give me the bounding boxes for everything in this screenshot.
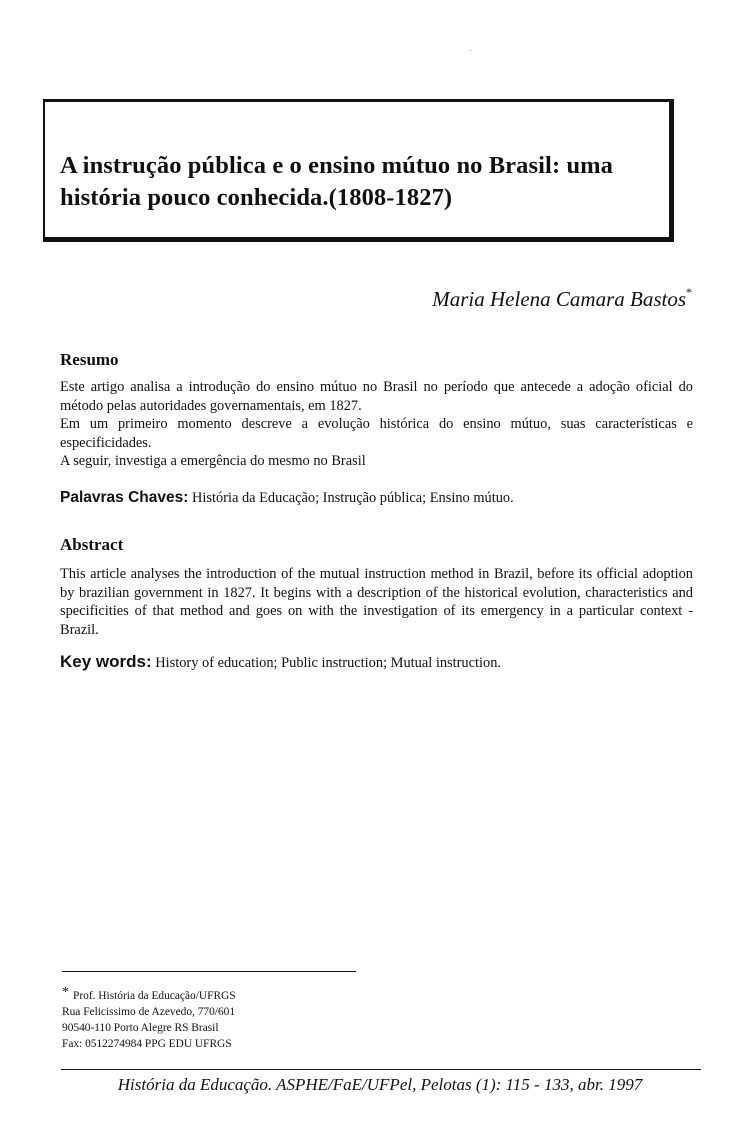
footnote-line bbox=[62, 985, 236, 1004]
abstract-heading: Abstract bbox=[60, 535, 124, 554]
author-footnote-mark: * bbox=[686, 285, 692, 299]
footnote-affiliation: Prof. História da Educação/UFRGS bbox=[73, 990, 236, 1002]
footnote-mark: * bbox=[62, 985, 69, 1000]
resumo-heading: Resumo bbox=[60, 350, 119, 369]
resumo-body bbox=[60, 378, 693, 471]
key-words-text: History of education; Public instruction; Mutual instruction. bbox=[155, 655, 501, 671]
palavras-chaves-text: História da Educação; Instrução pública; Ensino mútuo. bbox=[192, 490, 514, 506]
footnote-line: Fax: 0512274984 PPG EDU UFRGS bbox=[62, 1038, 232, 1050]
resumo-paragraph: Este artigo analisa a introdução do ensino mútuo no Brasil no período que antecede a adoção oficial do método pelas autoridades governamentais, em 1827. bbox=[60, 379, 693, 414]
footnote-divider bbox=[62, 971, 356, 972]
footnote-line: 90540-110 Porto Alegre RS Brasil bbox=[62, 1022, 219, 1034]
resumo-paragraph: A seguir, investiga a emergência do mesmo no Brasil bbox=[60, 453, 366, 469]
palavras-chaves-line bbox=[60, 488, 710, 508]
footer-divider bbox=[61, 1069, 701, 1070]
abstract-paragraph: This article analyses the introduction of the mutual instruction method in Brazil, before its official adoption by brazilian government in 1827. It begins with a description of the historical evolution, characteristics and specificities of that method and goes on with the investigation of its emergency in a particular context - Brazil. bbox=[60, 566, 693, 638]
key-words-label: Key words: bbox=[60, 652, 152, 671]
author-footnote bbox=[62, 985, 236, 1052]
author-line bbox=[432, 281, 692, 312]
abstract-body bbox=[60, 565, 693, 639]
article-title: A instrução pública e o ensino mútuo no Brasil: uma história pouco conhecida.(1808-1827) bbox=[60, 152, 614, 211]
scan-speck bbox=[470, 50, 471, 51]
author-name: Maria Helena Camara Bastos bbox=[432, 287, 686, 311]
key-words-line bbox=[60, 652, 710, 673]
journal-citation: História da Educação. ASPHE/FaE/UFPel, Pelotas (1): 115 - 133, abr. 1997 bbox=[117, 1075, 643, 1094]
palavras-chaves-label: Palavras Chaves: bbox=[60, 489, 189, 506]
resumo-paragraph: Em um primeiro momento descreve a evolução histórica do ensino mútuo, suas características e especificidades. bbox=[60, 416, 693, 451]
footnote-line: Rua Felicissimo de Azevedo, 770/601 bbox=[62, 1006, 236, 1018]
